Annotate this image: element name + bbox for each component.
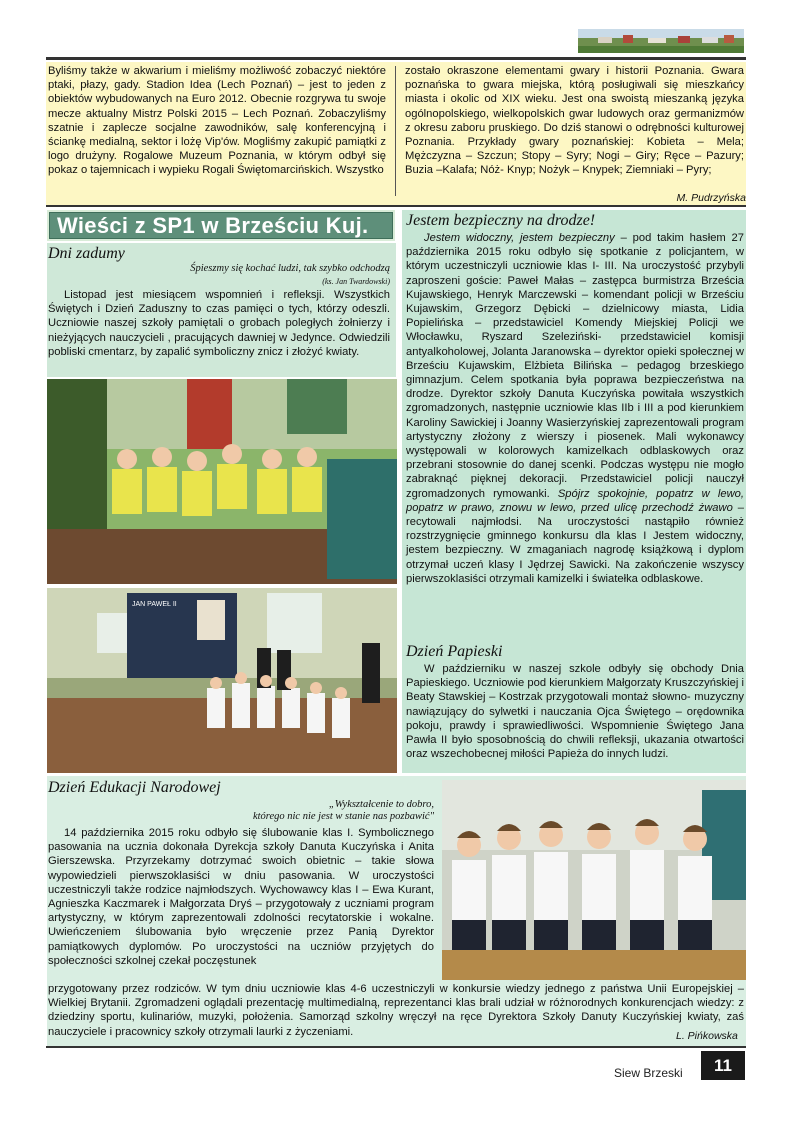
edukacja-signature: L. Pińkowska bbox=[676, 1030, 738, 1042]
photo-children-reflective-vests bbox=[47, 379, 397, 584]
papieski-body: W październiku w naszej szkole odbyły się obchody Dnia Papieskiego. Uczniowie pod kierunkiem Małgorzaty Kruszczyńskiej i Beaty Stawskiej – Kostrzak przygotowali montaż słowno- muzyczny nawiązujący do sylwetki i nauczania Ojca Świętego – orędownika pokoju, prawdy i sprawiedliwości. Wspomnienie Świętego Jana Pawła II było sposobnością do chwili refleksji, ukazania otwartości oraz wszechobecnej miłości Papieża do innych ludzi. bbox=[406, 663, 744, 761]
header-landscape-photo bbox=[578, 29, 744, 53]
edukacja-quote-line-1: „Wykształcenie to dobro, bbox=[328, 799, 434, 810]
photo-first-graders bbox=[442, 780, 746, 980]
column-divider bbox=[395, 66, 396, 196]
bottom-rule bbox=[46, 1046, 746, 1048]
dni-zadumy-quote-author: (ks. Jan Twardowski) bbox=[322, 277, 390, 286]
edukacja-body-narrow: 14 października 2015 roku odbyło się ślubowanie klas I. Symbolicznego pasowania na ucznia dokonała Dyrekcja szkoły Danuta Kuczyńska i Anita Gierszewska. Przyrzekamy dotrzymać swoich obietnic – takie słowa wypowiedzieli pierwszoklasiści w dniu pasowania. W uroczystości uczestniczyli także rodzice najmłodszych. Wychowawcy klas I – Ewa Kurant, Agnieszka Kaczmarek i Małgorzata Dryś – przygotowały z uczniami program artystyczny, w którym zaprezentowali zdolności recytatorskie i wokalne. Uwieńczeniem ślubowania było wręczenie przez Panią Dyrektor pamiątkowych dyplomów. Po uroczystości na uczniów przyjętych do społeczności szkolnej czekał poczęstunek bbox=[48, 827, 434, 967]
bezpieczny-body bbox=[406, 231, 744, 586]
top-signature: M. Pudrzyńska bbox=[676, 192, 746, 204]
bezpieczny-lead: Jestem widoczny, jestem bezpieczny bbox=[424, 232, 615, 244]
page-number-badge: 11 bbox=[701, 1051, 745, 1080]
dni-zadumy-body: Listopad jest miesiącem wspomnień i refleksji. Wszystkich Świętych i Dzień Zaduszny to czas pamięci o tych, którzy odeszli. Uczniowie naszej szkoły pamiętali o grobach poległych żołnierzy i nieżyjących nauczycieli , pracujących dawniej w Jedynce. Odwiedzili pobliski cmentarz, by zapalić symboliczny znicz i złożyć kwiaty. bbox=[48, 289, 390, 358]
bezpieczny-heading: Jestem bezpieczny na drodze! bbox=[406, 212, 596, 229]
photo-papal-day-assembly bbox=[47, 588, 397, 773]
top-rule bbox=[46, 57, 746, 60]
bezpieczny-body-2: – recytowali najmłodsi. Na uroczystości nastąpiło również rozstrzygnięcie gminnego konkursu dla klas I Jestem widoczny, jestem bezpieczny. W zmaganiach nagrodę książkową i dyplom otrzymał uczeń klasy I Jędrzej Sawicki. Na zakończenie wszyscy pierwszoklasiści otrzymali kamizelki i światełka odblaskowe. bbox=[406, 501, 744, 585]
footer-publication-name: Siew Brzeski bbox=[614, 1066, 683, 1080]
section-title-banner: Wieści z SP1 w Brześciu Kuj. bbox=[47, 210, 395, 241]
papal-banner-text: JAN PAWEŁ II bbox=[132, 601, 177, 608]
top-left-column-text: Byliśmy także w akwarium i mieliśmy możliwość zobaczyć niektóre ptaki, płazy, gady. Stadion Idea (Lech Poznań) – jest to jeden z obiektów wybudowanych na Euro 2012. Obecnie rozgrywa tu swoje mecze aktualny Mistrz Polski 2015 – Lech Poznań. Zobaczyliśmy szatnie i zaplecze socjalne zawodników, salę konferencyjną i ściankę medialną, sektor i lożę Vip'ów. Mogliśmy zakupić pamiątki z logo drużyny. Rogalowe Muzeum Poznania, w którym odbył się pokaz o tajemnicach i wypieku Rogali Świętomarcińskich. Wszystko bbox=[48, 65, 386, 177]
bezpieczny-body-1: – pod takim hasłem 27 października 2015 roku odbyło się spotkanie z policjantem, w którym uczestniczyli uczniowie klas I- III. Na uroczystość przybyli zaproszeni goście: Paweł Małas – zastępca burmistrza Brześcia Kujawskiego, Henryk Marczewski – komendant policji w Brześciu Kujawskim, Grzegorz Dębicki – dzielnicowy miasta, Lidia Popielińska – przedstawiciel Komendy Miejskiej Policji we Włocławku, Ryszard Szeleziński- przedstawiciel komisji antyalkoholowej, Jolanta Jaranowska – dyrektor opieki społecznej w Brześciu Kujawskim, Elżbieta Bilińska – pedagog brzeskiego gimnazjum. Celem spotkania była poprawa bezpieczeństwa na drodze. Dyrektor szkoły Danuta Kuczyńska powitała wszystkich zgromadzonych, następnie uczniowie klas IIb i III a pod kierunkiem Karoliny Sawickiej i Joanny Wasierzyńskiej zaprezentowali program artystyczny złożony z wierszy i piosenek. Mali wykonawcy występowali w kolorowych kamizelkach odblaskowych oraz przebrani stosownie do danej scenki. Podczas występu nie mogło zabraknąć pięknej dekoracji. Przedstawiciel policji nauczył zgromadzonych rymowanki. bbox=[406, 232, 745, 500]
top-bottom-rule bbox=[46, 205, 746, 207]
bezpieczny-rhyme: Spójrz spokojnie, popatrz w lewo, popatrz w prawo, znowu w lewo, przed ulicę przechodź żwawo bbox=[406, 487, 744, 514]
top-right-column-text: zostało okraszone elementami gwary i historii Poznania. Gwara poznańska to gwara miejska, którą posługiwali się mieszkańcy miasta i okolic od XIX wieku. Jest ona swoistą mieszanką języka ogólnopolskiego, wielkopolskich gwar ludowych oraz germanizmów z okresu zaboru pruskiego. Do dziś stanowi o odrębności kulturowej Poznania. Przykłady gwary poznańskiej: Kobieta – Mela; Mężczyzna – Szczun; Stopy – Syry; Nogi – Giry; Ręce – Pazury; Buzia –Kalafa; Nóż- Knyp; Nożyk – Knypek; Ziemniaki – Pyry; bbox=[405, 65, 744, 177]
edukacja-body-wide: przygotowany przez rodziców. W tym dniu uczniowie klas 4-6 uczestniczyli w konkursie wiedzy jednego z państwa Unii Europejskiej – Wielkiej Brytanii. Zgromadzeni oglądali prezentację multimedialną, reprezentanci klas brali udział w różnorodnych konkurencjach wiedzy: z dziedziny sportu, kulinariów, muzyki, położenia. Samorząd szkolny wręczył na ręce Dyrektora Szkoły Danuty Kuczyńskiej kwiaty, zaś nauczyciele i pracownicy szkoły otrzymali laurki z życzeniami. bbox=[48, 983, 744, 1038]
papieski-heading: Dzień Papieski bbox=[406, 643, 503, 660]
dni-zadumy-quote: Śpieszmy się kochać ludzi, tak szybko odchodzą bbox=[190, 263, 390, 274]
edukacja-quote-line-2: którego nic nie jest w stanie nas pozbawić" bbox=[252, 811, 434, 822]
edukacja-heading: Dzień Edukacji Narodowej bbox=[48, 779, 221, 796]
dni-zadumy-heading: Dni zadumy bbox=[48, 245, 125, 262]
